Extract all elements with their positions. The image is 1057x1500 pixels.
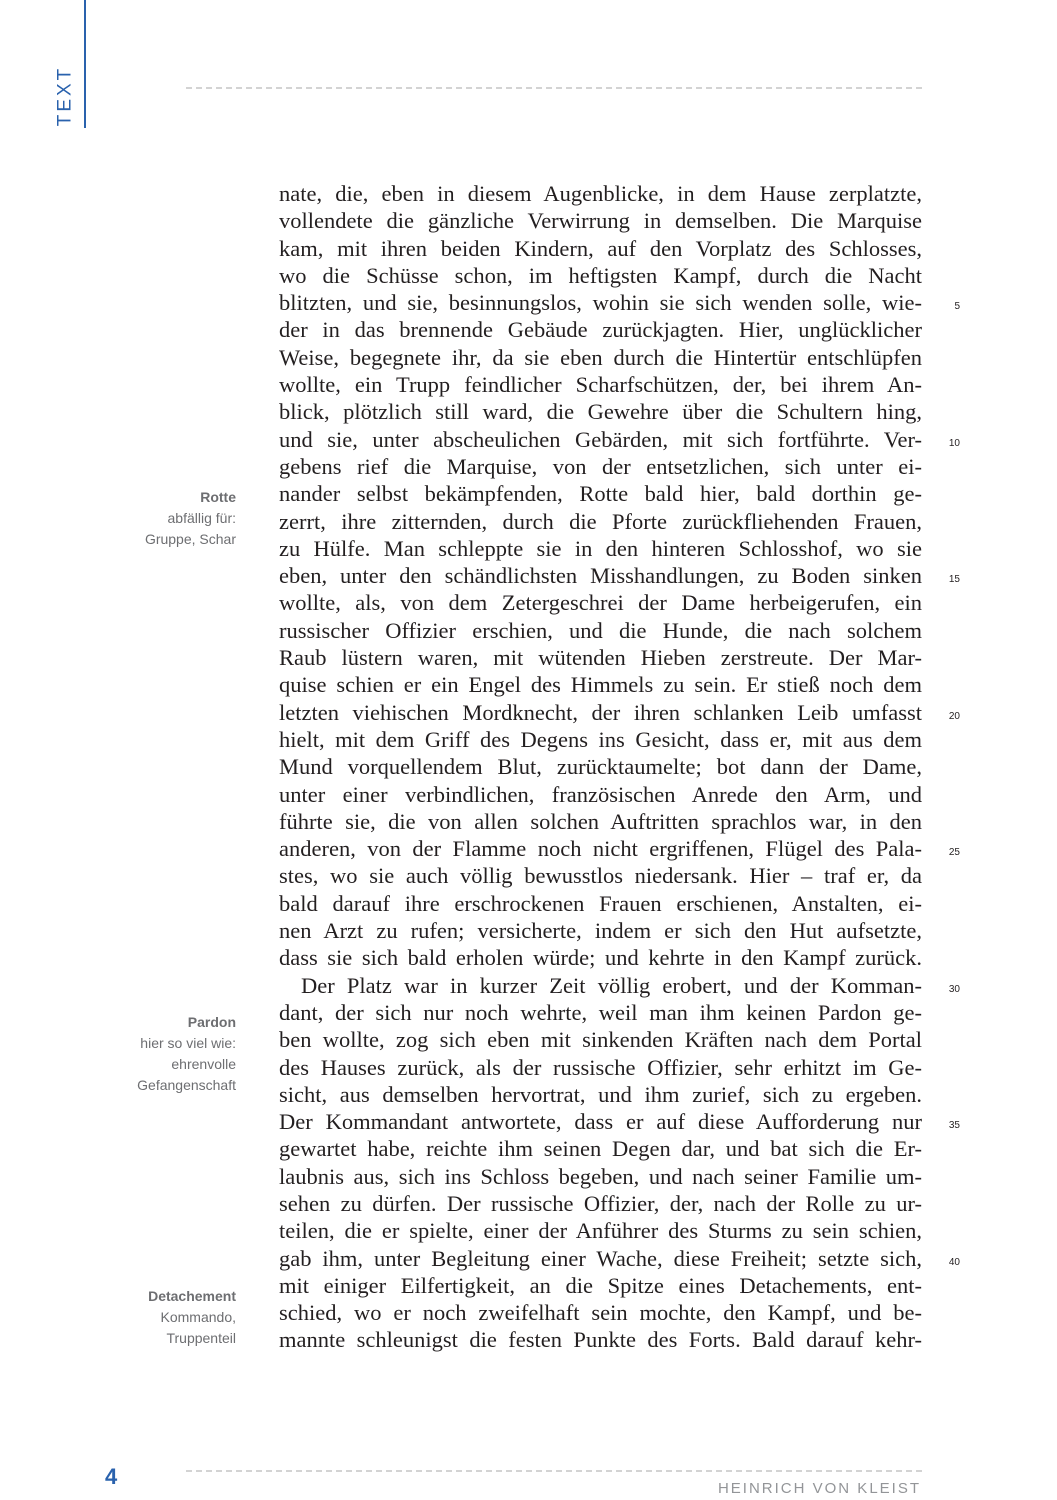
margin-note-definition: abfällig für:: [167, 510, 236, 526]
text-line: wollte, ein Trupp feindlicher Scharfschützen, der, bei ihrem An-: [279, 372, 922, 398]
text-line: kam, mit ihren beiden Kindern, auf den Vorplatz des Schlosses,: [279, 235, 922, 261]
text-line: Weise, begegnete ihr, da sie eben durch die Hintertür entschlüpfen: [279, 344, 922, 370]
text-line: Der Platz war in kurzer Zeit völlig erobert, und der Komman-: [301, 972, 922, 998]
text-line: sehen zu dürfen. Der russische Offizier, der, nach der Rolle zu ur-: [279, 1190, 922, 1216]
page-number: 4: [105, 1464, 118, 1489]
text-line: gebens rief die Marquise, von der entsetzlichen, sich unter ei-: [279, 453, 922, 479]
line-number: 40: [948, 1257, 960, 1268]
text-line: blitzten, und sie, besinnungslos, wohin sie sich wenden solle, wie-: [279, 290, 922, 316]
text-line: anderen, von der Flamme noch nicht ergriffenen, Flügel des Pala-: [279, 836, 922, 862]
text-line: russischer Offizier erschien, und die Hunde, die nach solchem: [279, 617, 922, 643]
margin-note-definition: ehrenvolle: [171, 1056, 236, 1072]
text-line: zerrt, ihre zitternden, durch die Pforte zurückfliehenden Frauen,: [279, 508, 922, 534]
text-line: blick, plötzlich still ward, die Gewehre über die Schultern hing,: [279, 399, 922, 425]
text-line: mannte schleunigst die festen Punkte des Forts. Bald darauf kehr-: [279, 1327, 922, 1353]
top-dashed-divider: [186, 87, 922, 89]
line-number: 15: [948, 574, 960, 585]
text-line: quise schien er ein Engel des Himmels zu sein. Er stieß noch dem: [279, 672, 922, 698]
text-line: der in das brennende Gebäude zurückjagten. Hier, unglücklicher: [279, 317, 922, 343]
text-line: bald darauf ihre erschrockenen Frauen erschienen, Anstalten, ei-: [279, 890, 922, 916]
margin-note-term: Pardon: [187, 1014, 236, 1030]
text-line: nate, die, eben in diesem Augenblicke, in dem Hause zerplatzte,: [279, 181, 922, 206]
line-number: 30: [948, 984, 960, 995]
text-line: zu Hülfe. Man schleppte sie in den hinteren Schlosshof, wo sie: [279, 535, 922, 561]
line-number: 25: [948, 847, 960, 858]
margin-note-term: Rotte: [200, 489, 236, 505]
margin-note-definition: Gefangenschaft: [137, 1077, 236, 1093]
section-label: [50, 64, 80, 128]
margin-note-definition: Gruppe, Schar: [144, 531, 236, 547]
text-line: führte sie, die von allen solchen Auftritten sprachlos war, in den: [279, 808, 922, 834]
text-line: ben wollte, zog sich eben mit sinkenden Kräften nach dem Portal: [279, 1027, 922, 1053]
line-number: 35: [948, 1120, 960, 1131]
text-line: sicht, aus demselben hervortrat, und ihm zurief, sich zu ergeben.: [279, 1081, 922, 1107]
margin-note-rotte: [60, 487, 236, 550]
text-line: nander selbst bekämpfenden, Rotte bald hier, bald dorthin ge-: [279, 481, 922, 507]
text-line: Raub lüstern waren, mit wütenden Hieben zerstreute. Der Mar-: [279, 645, 922, 671]
margin-note-definition: hier so viel wie:: [140, 1035, 236, 1051]
text-line: laubnis aus, sich ins Schloss begeben, und nach seiner Familie um-: [279, 1163, 922, 1189]
text-line: wollte, als, von dem Zetergeschrei der Dame herbeigerufen, ein: [279, 590, 922, 616]
margin-note-term: Detachement: [148, 1288, 236, 1304]
text-line: wo die Schüsse schon, im heftigsten Kampf, durch die Nacht: [279, 262, 922, 288]
text-line: nen Arzt zu rufen; versicherte, indem er sich den Hut aufsetzte,: [279, 918, 922, 944]
text-line: und sie, unter abscheulichen Gebärden, mit sich fortführte. Ver-: [279, 426, 922, 452]
text-line: vollendete die gänzliche Verwirrung in demselben. Die Marquise: [279, 208, 922, 234]
text-line: schied, wo er noch zweifelhaft sein mochte, den Kampf, und be-: [279, 1300, 922, 1326]
line-number: 5: [954, 301, 960, 312]
text-line: gewartet habe, reichte ihm seinen Degen dar, und bat sich die Er-: [279, 1136, 922, 1162]
text-line: stes, wo sie auch völlig bewusstlos niedersank. Hier – traf er, da: [279, 863, 922, 889]
text-line: Der Kommandant antwortete, dass er auf diese Aufforderung nur: [279, 1109, 922, 1135]
section-tab-rule: [84, 0, 86, 128]
text-line: gab ihm, unter Begleitung einer Wache, diese Freiheit; setzte sich,: [279, 1245, 922, 1271]
text-line: dant, der sich nur noch wehrte, weil man ihm keinen Pardon ge-: [279, 999, 922, 1025]
line-number: 10: [948, 438, 960, 449]
text-line: unter einer verbindlichen, französischen Anrede den Arm, und: [279, 781, 922, 807]
text-line: mit einiger Eilfertigkeit, an die Spitze eines Detachements, ent-: [279, 1272, 922, 1298]
text-line: hielt, mit dem Griff des Degens ins Gesicht, dass er, mit aus dem: [279, 726, 922, 752]
text-line: Mund vorquellendem Blut, zurücktaumelte; bot dann der Dame,: [279, 754, 922, 780]
text-line: dass sie sich bald erholen würde; und kehrte in den Kampf zurück.: [279, 945, 922, 971]
bottom-dashed-divider: [186, 1470, 922, 1472]
section-label-text: TEXT: [54, 65, 75, 127]
margin-note-definition: Truppenteil: [166, 1330, 236, 1346]
text-line: des Hauses zurück, als der russische Offizier, sehr erhitzt im Ge-: [279, 1054, 922, 1080]
margin-note-definition: Kommando,: [160, 1309, 236, 1325]
running-footer-author: HEINRICH VON KLEIST: [717, 1480, 921, 1497]
body-text: [279, 180, 922, 1354]
text-line: letzten viehischen Mordknecht, der ihren schlanken Leib umfasst: [279, 699, 922, 725]
text-line: eben, unter den schändlichsten Misshandlungen, zu Boden sinken: [279, 563, 922, 589]
margin-note-pardon: [60, 1012, 236, 1096]
line-number: 20: [948, 711, 960, 722]
text-line: teilen, die er spielte, einer der Anführer des Sturms zu sein schien,: [279, 1218, 922, 1244]
margin-note-detachement: [60, 1286, 236, 1349]
